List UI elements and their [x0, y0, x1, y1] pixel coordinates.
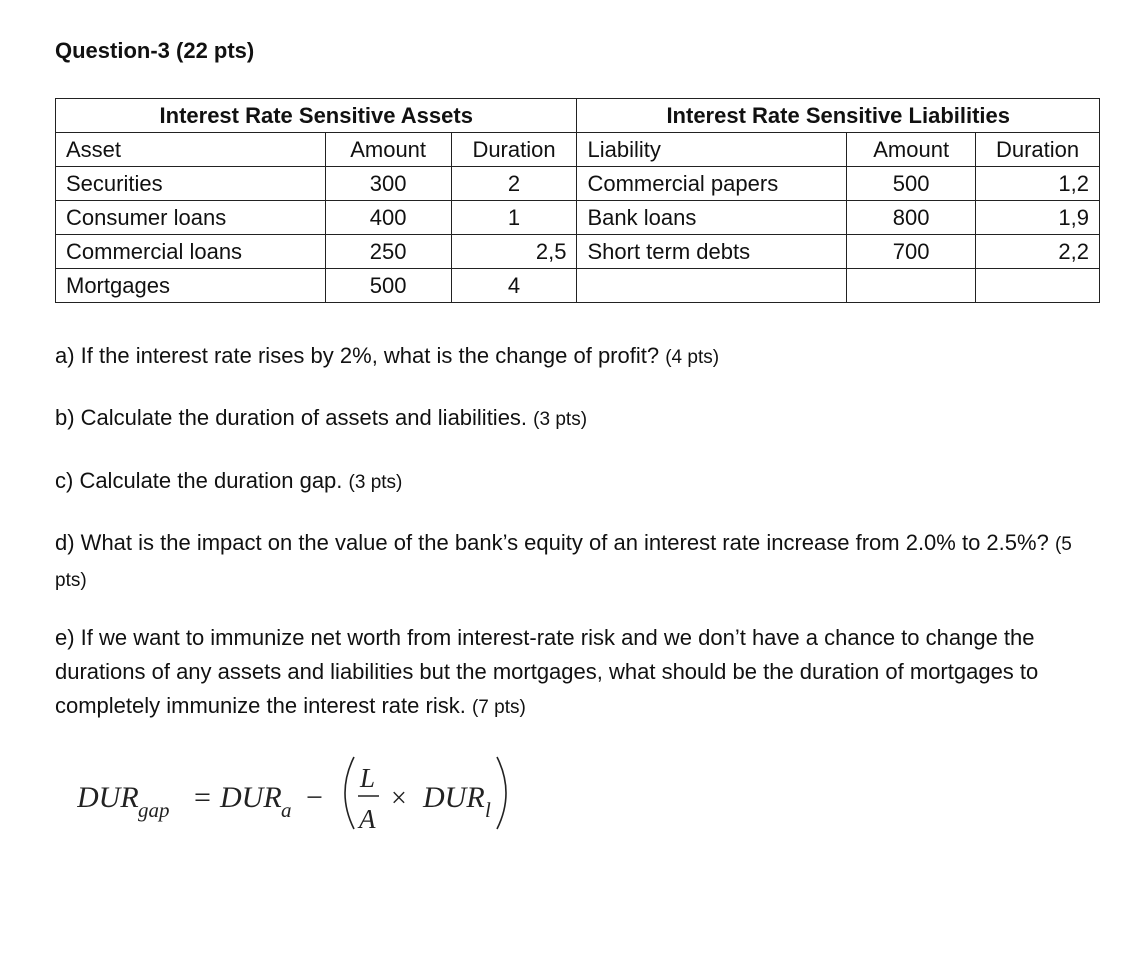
asset-amount: 400: [325, 201, 451, 235]
question-d: [55, 526, 1095, 598]
question-points: (4 pts): [665, 347, 720, 368]
col-asset: Asset: [56, 133, 326, 167]
asset-amount: 500: [325, 269, 451, 303]
asset-duration: 2,5: [451, 235, 577, 269]
question-points: (3 pts): [533, 409, 588, 430]
question-title: Question-3 (22 pts): [55, 38, 255, 63]
col-liability-amount: Amount: [847, 133, 976, 167]
liability-name: Short term debts: [577, 235, 847, 269]
question-text: d) What is the impact on the value of the bank’s equity of an interest rate increase from 2.0% to 2.5%?: [55, 530, 1049, 555]
liability-name: [577, 269, 847, 303]
question-points: (7 pts): [471, 697, 526, 718]
formula-dur-gap: DUR: [77, 781, 139, 814]
liability-name: Bank loans: [577, 201, 847, 235]
liability-duration: 1,2: [976, 167, 1100, 201]
col-asset-duration: Duration: [451, 133, 577, 167]
question-b: [55, 401, 1095, 437]
asset-duration: 1: [451, 201, 577, 235]
liability-amount: [847, 269, 976, 303]
table-row: [56, 269, 1100, 303]
formula-svg: [77, 755, 547, 840]
question-text: c) Calculate the duration gap.: [55, 468, 343, 493]
formula-times: ×: [391, 783, 407, 814]
question-points: (5 pts): [55, 534, 1072, 591]
formula-denominator: A: [359, 804, 376, 834]
table-row: [56, 167, 1100, 201]
liabilities-header: Interest Rate Sensitive Liabilities: [577, 99, 1100, 133]
formula-numerator: L: [360, 763, 376, 793]
liability-duration: 2,2: [976, 235, 1100, 269]
liability-duration: 1,9: [976, 201, 1100, 235]
col-liability-duration: Duration: [976, 133, 1100, 167]
asset-amount: 300: [325, 167, 451, 201]
liability-amount: 500: [847, 167, 976, 201]
table-column-header-row: [56, 133, 1100, 167]
formula-left-paren: [345, 757, 354, 829]
formula-sub-gap: gap: [138, 798, 170, 822]
question-e: [55, 621, 1095, 725]
formula-right-paren: [497, 757, 506, 829]
question-c: [55, 464, 1095, 500]
table-group-header-row: [56, 99, 1100, 133]
duration-gap-formula: [77, 755, 547, 848]
asset-name: Consumer loans: [56, 201, 326, 235]
col-asset-amount: Amount: [325, 133, 451, 167]
table-row: [56, 201, 1100, 235]
liability-name: Commercial papers: [577, 167, 847, 201]
formula-dur-l: DUR: [423, 781, 485, 814]
asset-name: Commercial loans: [56, 235, 326, 269]
formula-equals: =: [194, 781, 211, 814]
asset-name: Mortgages: [56, 269, 326, 303]
liability-amount: 800: [847, 201, 976, 235]
formula-minus: −: [306, 781, 323, 814]
asset-duration: 4: [451, 269, 577, 303]
question-text: b) Calculate the duration of assets and liabilities.: [55, 405, 528, 430]
table-row: [56, 235, 1100, 269]
asset-duration: 2: [451, 167, 577, 201]
assets-header: Interest Rate Sensitive Assets: [56, 99, 577, 133]
question-points: (3 pts): [348, 472, 403, 493]
liability-amount: 700: [847, 235, 976, 269]
question-text: a) If the interest rate rises by 2%, what is the change of profit?: [55, 343, 660, 368]
asset-name: Securities: [56, 167, 326, 201]
formula-dur-a: DUR: [220, 781, 282, 814]
question-a: [55, 339, 1095, 375]
question-text: e) If we want to immunize net worth from interest-rate risk and we don’t have a chance to change the durations of any assets and liabilities but the mortgages, what should be the duration of mortgages to completely immunize the interest rate risk.: [55, 625, 1039, 718]
rate-sensitivity-table: [55, 98, 1100, 303]
col-liability: Liability: [577, 133, 847, 167]
formula-sub-a: a: [281, 798, 292, 822]
asset-amount: 250: [325, 235, 451, 269]
formula-sub-l: l: [485, 798, 491, 822]
liability-duration: [976, 269, 1100, 303]
